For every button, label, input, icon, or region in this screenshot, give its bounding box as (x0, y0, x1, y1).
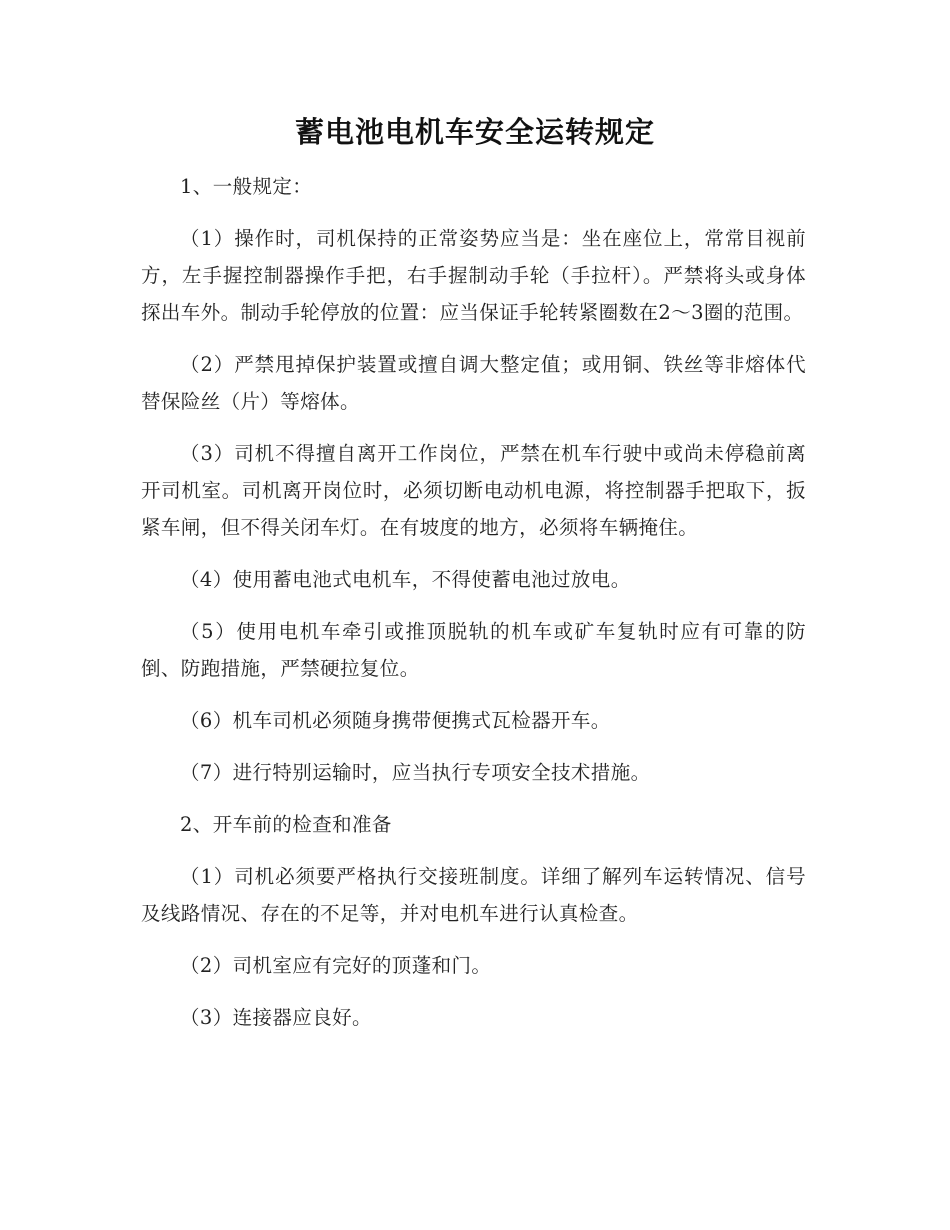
paragraph-2-protection-devices: （2）严禁甩掉保护装置或擅自调大整定值；或用铜、铁丝等非熔体代替保险丝（片）等熔体。 (141, 353, 806, 413)
paragraph-5-rerailing: （5）使用电机车牵引或推顶脱轨的机车或矿车复轨时应有可靠的防倒、防跑措施，严禁硬拉复位。 (141, 620, 806, 680)
paragraph-1-operating-posture: （1）操作时，司机保持的正常姿势应当是：坐在座位上，常常目视前方，左手握控制器操作手把，右手握制动手轮（手拉杆）。严禁将头或身体探出车外。制动手轮停放的位置：应当保证手轮转紧圈数在2～3圈的范围。 (141, 227, 806, 324)
document-title: 蓄电池电机车安全运转规定 (294, 115, 655, 149)
paragraph-4-battery-discharge: （4）使用蓄电池式电机车，不得使蓄电池过放电。 (180, 568, 631, 591)
document-body (141, 168, 806, 1036)
paragraph-6-gas-detector: （6）机车司机必须随身携带便携式瓦检器开车。 (180, 709, 611, 732)
paragraph-handover-system: （1）司机必须要严格执行交接班制度。详细了解列车运转情况、信号及线路情况、存在的不足等，并对电机车进行认真检查。 (141, 865, 806, 925)
section-heading-pre-start-check: 2、开车前的检查和准备 (180, 813, 392, 836)
paragraph-coupler: （3）连接器应良好。 (180, 1006, 372, 1029)
section-heading-general: 1、一般规定： (180, 175, 313, 198)
paragraph-7-special-transport: （7）进行特别运输时，应当执行专项安全技术措施。 (180, 761, 651, 784)
paragraph-3-driver-post: （3）司机不得擅自离开工作岗位，严禁在机车行驶中或尚未停稳前离开司机室。司机离开岗位时，必须切断电动机电源，将控制器手把取下，扳紧车闸，但不得关闭车灯。在有坡度的地方，必须将车辆掩住。 (141, 442, 806, 539)
paragraph-cab-roof-door: （2）司机室应有完好的顶蓬和门。 (180, 954, 492, 977)
